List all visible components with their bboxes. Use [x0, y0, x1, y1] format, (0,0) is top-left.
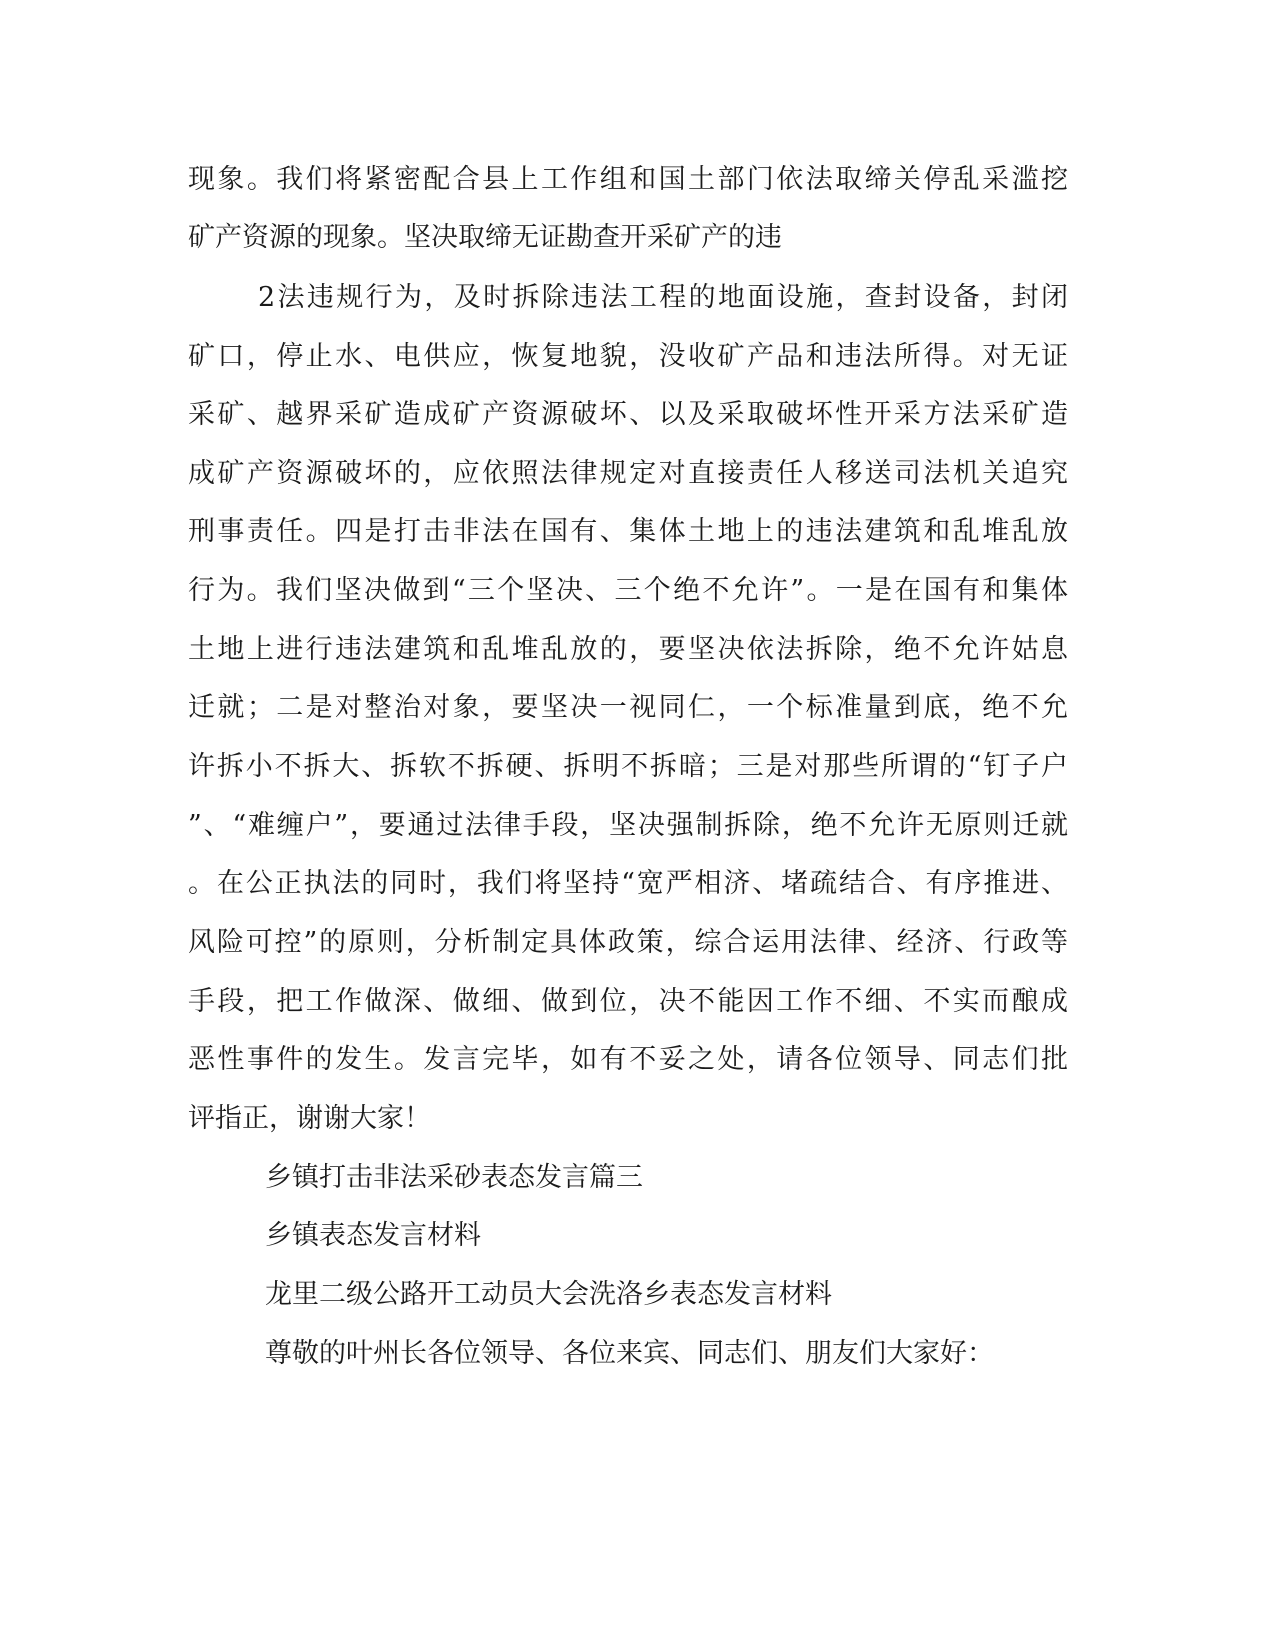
- text-line: 土地上进行违法建筑和乱堆乱放的，要坚决依法拆除，绝不允许姑息: [188, 634, 1068, 665]
- text-line: 许拆小不拆大、拆软不拆硬、拆明不拆暗；三是对那些所谓的“钉子户: [188, 751, 1068, 782]
- section-heading: 乡镇打击非法采砂表态发言篇三: [265, 1162, 643, 1193]
- text-line: 现象。我们将紧密配合县上工作组和国土部门依法取缔关停乱采滥挖: [188, 164, 1068, 195]
- text-line: 矿产资源的现象。坚决取缔无证勘查开采矿产的违: [188, 222, 782, 253]
- text-line: 2法违规行为，及时拆除违法工程的地面设施，查封设备，封闭: [258, 282, 1068, 313]
- text-line: 手段，把工作做深、做细、做到位，决不能因工作不细、不实而酿成: [188, 986, 1068, 1017]
- document-title: 龙里二级公路开工动员大会洗洛乡表态发言材料: [265, 1279, 832, 1310]
- text-line: 行为。我们坚决做到“三个坚决、三个绝不允许”。一是在国有和集体: [188, 575, 1068, 606]
- text-line: 恶性事件的发生。发言完毕，如有不妥之处，请各位领导、同志们批: [188, 1044, 1068, 1075]
- text-line: 刑事责任。四是打击非法在国有、集体土地上的违法建筑和乱堆乱放: [188, 516, 1068, 547]
- text-line: 。在公正执法的同时，我们将坚持“宽严相济、堵疏结合、有序推进、: [188, 868, 1068, 899]
- text-line: 采矿、越界采矿造成矿产资源破坏、以及采取破坏性开采方法采矿造: [188, 399, 1068, 430]
- text-line: 评指正，谢谢大家！: [188, 1103, 431, 1134]
- salutation: 尊敬的叶州长各位领导、各位来宾、同志们、朋友们大家好：: [265, 1338, 994, 1369]
- text-line: 迁就；二是对整治对象，要坚决一视同仁，一个标准量到底，绝不允: [188, 692, 1068, 723]
- text-line: 矿口，停止水、电供应，恢复地貌，没收矿产品和违法所得。对无证: [188, 341, 1068, 372]
- text-line: ”、“难缠户”，要通过法律手段，坚决强制拆除，绝不允许无原则迁就: [188, 810, 1068, 841]
- text-line: 成矿产资源破坏的，应依照法律规定对直接责任人移送司法机关追究: [188, 458, 1068, 489]
- section-subheading: 乡镇表态发言材料: [265, 1220, 481, 1251]
- text-line: 风险可控”的原则，分析制定具体政策，综合运用法律、经济、行政等: [188, 927, 1068, 958]
